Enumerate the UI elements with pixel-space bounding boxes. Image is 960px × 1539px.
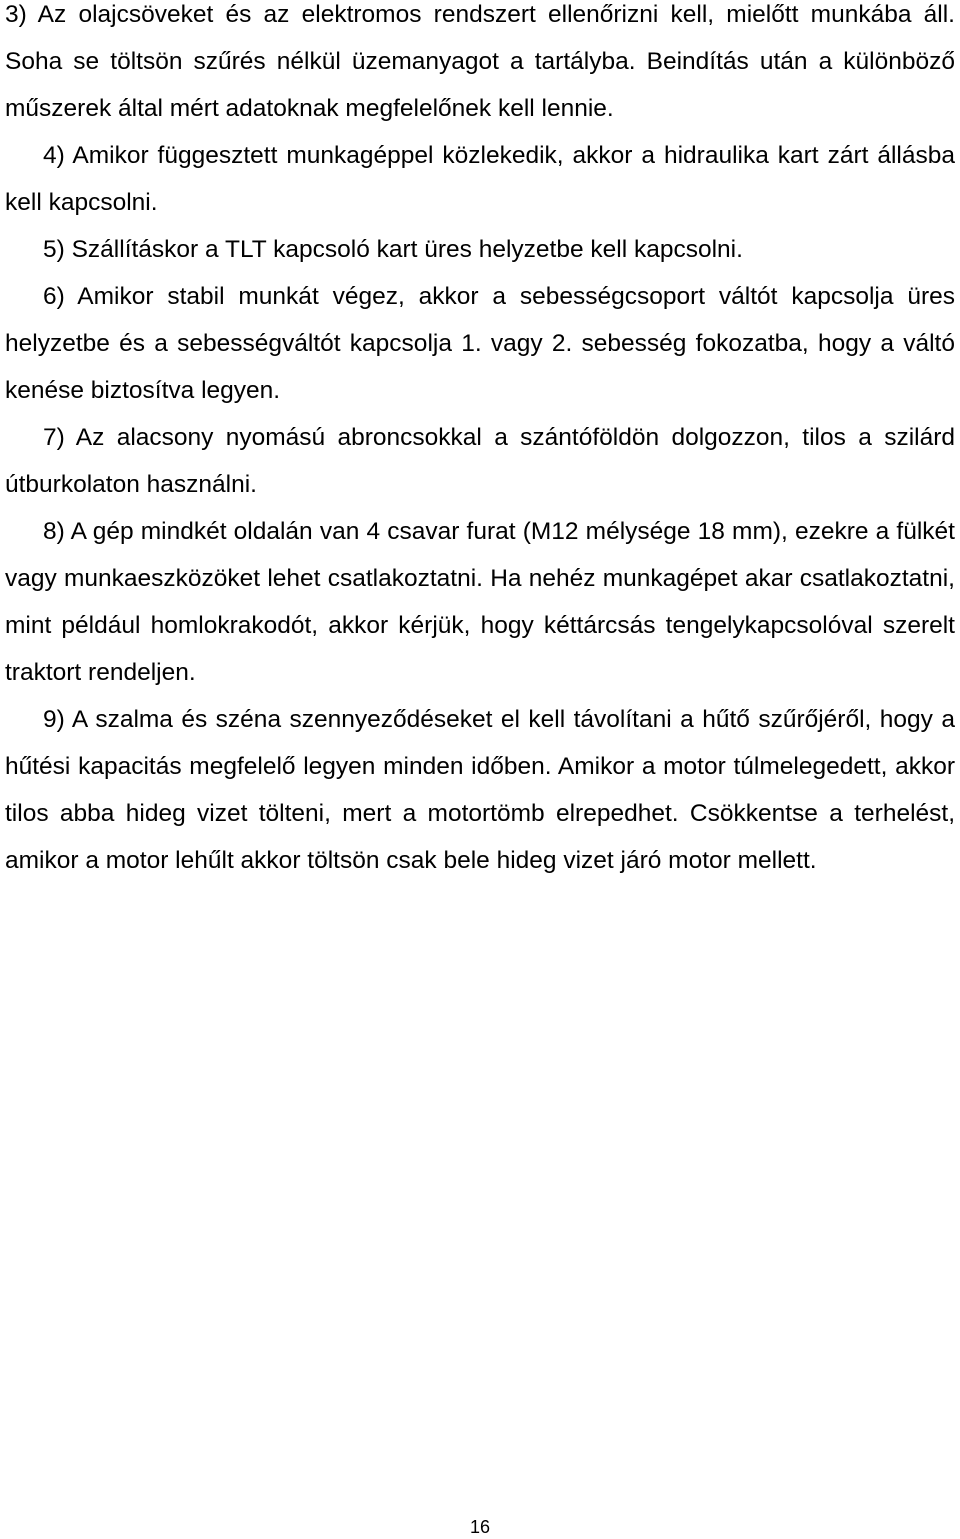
paragraph-item-4: 4) Amikor függesztett munkagéppel közlekedik, akkor a hidraulika kart zárt állásba kell kapcsolni. (5, 142, 955, 216)
paragraph-item-8: 8) A gép mindkét oldalán van 4 csavar furat (M12 mélysége 18 mm), ezekre a fülkét vagy munkaeszközöket lehet csatlakoztatni. Ha nehéz munkagépet akar csatlakoztatni, mint például homlokrakodót, akkor kérjük, hogy kéttárcsás tengelykapcsolóval szerelt traktort rendeljen. (5, 518, 955, 686)
document-body (5, 0, 955, 884)
paragraph-item-6: 6) Amikor stabil munkát végez, akkor a sebességcsoport váltót kapcsolja üres helyzetbe és a sebességváltót kapcsolja 1. vagy 2. sebesség fokozatba, hogy a váltó kenése biztosítva legyen. (5, 283, 955, 404)
page-number: 16 (469, 1517, 491, 1537)
paragraph-item-5: 5) Szállításkor a TLT kapcsoló kart üres helyzetbe kell kapcsolni. (43, 236, 743, 263)
paragraph-item-3: 3) Az olajcsöveket és az elektromos rendszert ellenőrizni kell, mielőtt munkába áll. Soha se töltsön szűrés nélkül üzemanyagot a tartályba. Beindítás után a különböző műszerek által mért adatoknak megfelelőnek kell lennie. (5, 1, 955, 122)
paragraph-item-7: 7) Az alacsony nyomású abroncsokkal a szántóföldön dolgozzon, tilos a szilárd útburkolaton használni. (5, 424, 955, 498)
paragraph-item-9: 9) A szalma és széna szennyeződéseket el kell távolítani a hűtő szűrőjéről, hogy a hűtési kapacitás megfelelő legyen minden időben. Amikor a motor túlmelegedett, akkor tilos abba hideg vizet tölteni, mert a motortömb elrepedhet. Csökkentse a terhelést, amikor a motor lehűlt akkor töltsön csak bele hideg vizet járó motor mellett. (5, 706, 955, 874)
